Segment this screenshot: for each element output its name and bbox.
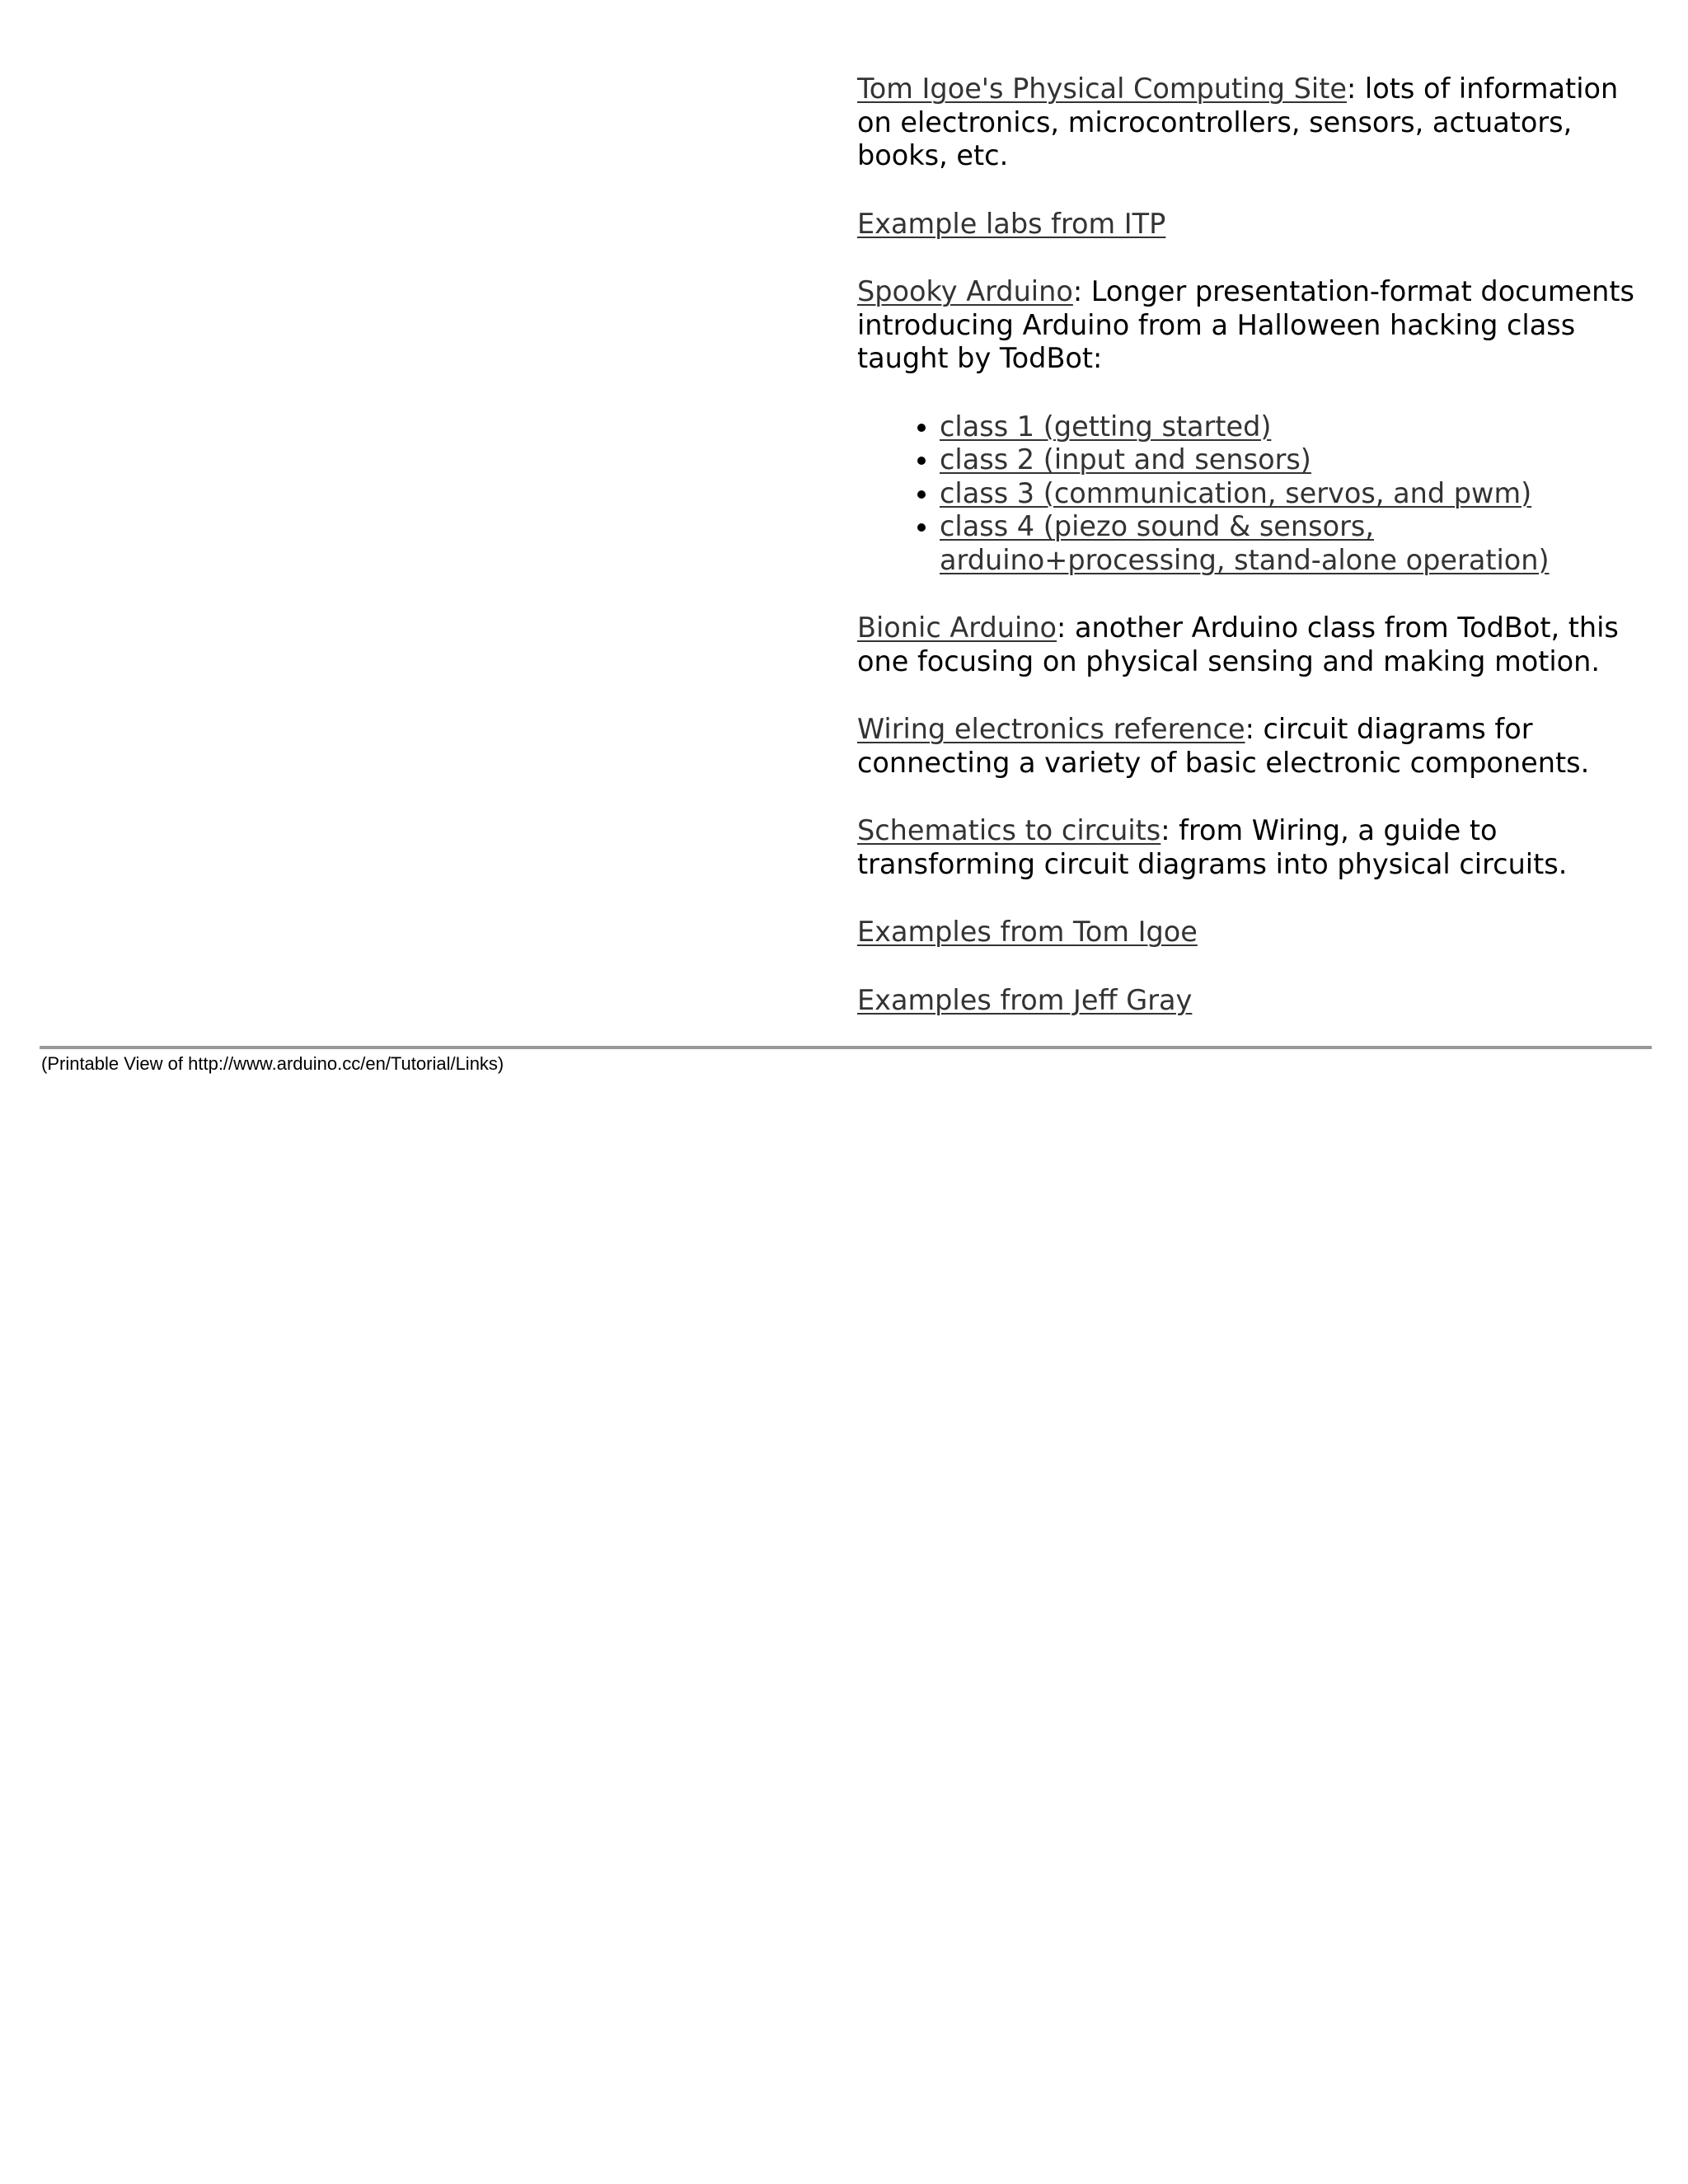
igoe-site-description: : lots of information on electronics, microcontrollers, sensors, actuators, books, etc.	[857, 73, 1619, 171]
bionic-arduino-description: : another Arduino class from TodBot, this one focusing on physical sensing and making motion.	[857, 612, 1619, 677]
entry-bionic-arduino	[857, 612, 1648, 678]
entry-itp-labs	[857, 208, 1648, 241]
spooky-arduino-description: : Longer presentation-format documents introducing Arduino from a Halloween hacking class taught by TodBot:	[857, 275, 1634, 374]
schematics-description: : from Wiring, a guide to transforming circuit diagrams into physical circuits.	[857, 814, 1568, 880]
links-content	[857, 73, 1648, 1052]
class-1-link[interactable]: class 1 (getting started)	[940, 410, 1272, 443]
footer-divider	[40, 1046, 1652, 1049]
entry-schematics	[857, 814, 1648, 881]
entry-gray-examples	[857, 984, 1648, 1018]
list-item	[940, 443, 1648, 477]
class-2-link[interactable]: class 2 (input and sensors)	[940, 443, 1311, 476]
list-item	[940, 410, 1648, 444]
igoe-examples-link[interactable]: Examples from Tom Igoe	[857, 916, 1198, 948]
wiring-reference-description: : circuit diagrams for connecting a variety of basic electronic components.	[857, 713, 1590, 779]
spooky-class-list	[857, 410, 1648, 578]
class-4-link[interactable]: class 4 (piezo sound & sensors, arduino+processing, stand-alone operation)	[940, 510, 1550, 576]
gray-examples-link[interactable]: Examples from Jeff Gray	[857, 983, 1193, 1016]
schematics-link[interactable]: Schematics to circuits	[857, 814, 1161, 846]
class-3-link[interactable]: class 3 (communication, servos, and pwm)	[940, 476, 1532, 509]
printable-view-note: (Printable View of http://www.arduino.cc/en/Tutorial/Links)	[41, 1053, 504, 1074]
entry-wiring-reference	[857, 713, 1648, 780]
list-item	[940, 510, 1648, 577]
bionic-arduino-link[interactable]: Bionic Arduino	[857, 612, 1057, 644]
entry-spooky-arduino	[857, 275, 1648, 376]
entry-igoe-examples	[857, 916, 1648, 949]
list-item	[940, 477, 1648, 511]
igoe-site-link[interactable]: Tom Igoe's Physical Computing Site	[857, 73, 1347, 105]
itp-labs-link[interactable]: Example labs from ITP	[857, 207, 1166, 240]
spooky-arduino-link[interactable]: Spooky Arduino	[857, 275, 1073, 307]
wiring-reference-link[interactable]: Wiring electronics reference	[857, 713, 1245, 745]
entry-igoe-site	[857, 73, 1648, 173]
